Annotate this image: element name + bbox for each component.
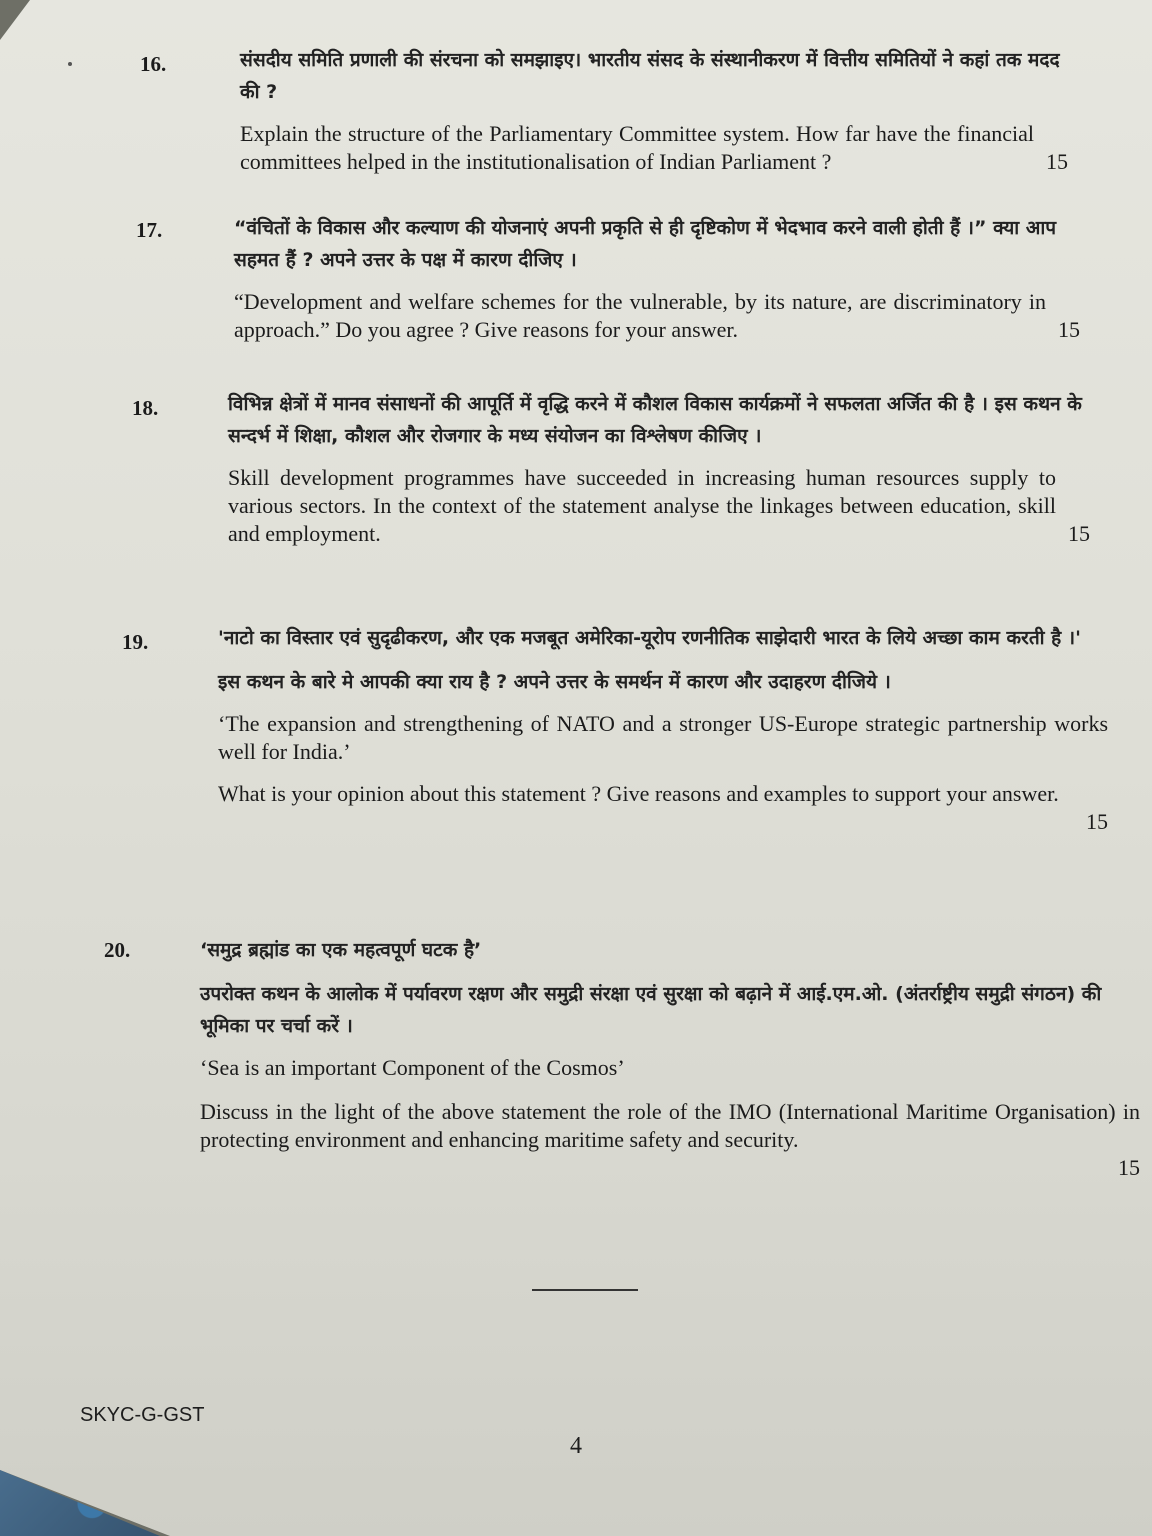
question-number: 16. — [140, 52, 167, 76]
question-english-body: “Development and welfare schemes for the vulnerable, by its nature, are discriminatory in approach.” Do you agree ? Give reasons for your answer. — [234, 289, 1046, 342]
question-english-text — [234, 288, 1080, 344]
question-english-text — [240, 120, 1068, 176]
question-hindi-text: 'नाटो का विस्तार एवं सुदृढीकरण, और एक मजबूत अमेरिका-यूरोप रणनीतिक साझेदारी भारत के लिये अच्छा काम करती है ।' — [218, 627, 1081, 649]
question-20 — [200, 934, 1140, 1182]
end-rule — [532, 1289, 638, 1291]
question-19 — [218, 622, 1108, 836]
question-english-body: What is your opinion about this statement ? Give reasons and examples to support your answer. — [218, 781, 1059, 806]
question-english-text: ‘The expansion and strengthening of NATO and a stronger US-Europe strategic partnership works well for India.’ — [218, 711, 1108, 764]
question-16 — [240, 44, 1068, 176]
question-english-text — [228, 464, 1090, 548]
question-english-subtext — [218, 780, 1108, 834]
paper-code: SKYC-G-GST — [80, 1404, 205, 1426]
question-marks: 15 — [1086, 809, 1108, 834]
question-hindi-text: “वंचितों के विकास और कल्याण की योजनाएं अपनी प्रकृति से ही दृष्टिकोण में भेदभाव करने वाली होती हैं ।” क्या आप सहमत हैं ? अपने उत्तर के पक्ष में कारण दीजिए । — [234, 217, 1057, 271]
paper-mark — [68, 62, 72, 66]
question-hindi-text: संसदीय समिति प्रणाली की संरचना को समझाइए। भारतीय संसद के संस्थानीकरण में वित्तीय समितियों ने कहां तक मदद की ? — [240, 49, 1060, 103]
question-marks: 15 — [1058, 317, 1080, 342]
question-marks: 15 — [1068, 521, 1090, 546]
question-english-body: Explain the structure of the Parliamentary Committee system. How far have the financial committees helped in the institutionalisation of Indian Parliament ? — [240, 121, 1034, 174]
question-number: 19. — [122, 630, 149, 654]
question-hindi-subtext: इस कथन के बारे मे आपकी क्या राय है ? अपने उत्तर के समर्थन में कारण और उदाहरण दीजिये । — [218, 671, 891, 693]
question-english-subtext: Discuss in the light of the above statement the role of the IMO (International Maritime Organisation) in protecting environment and enhancing maritime safety and security. — [200, 1099, 1140, 1152]
page-number: 4 — [570, 1433, 582, 1459]
question-18 — [228, 388, 1090, 548]
question-hindi-text: विभिन्न क्षेत्रों में मानव संसाधनों की आपूर्ति में वृद्धि करने में कौशल विकास कार्यक्रमों ने सफलता अर्जित की है । इस कथन के सन्दर्भ में शिक्षा, कौशल और रोजगार के मध्य संयोजन का विश्लेषण कीजिए । — [228, 393, 1082, 447]
question-number: 18. — [132, 396, 159, 420]
question-english-body: Skill development programmes have succeeded in increasing human resources supply to various sectors. In the context of the statement analyse the linkages between education, skill and employment. — [228, 465, 1056, 546]
question-hindi-subtext: उपरोक्त कथन के आलोक में पर्यावरण रक्षण और समुद्री संरक्षा एवं सुरक्षा को बढ़ाने में आई.एम.ओ. (अंतर्राष्ट्रीय समुद्री संगठन) की भूमिका पर चर्चा करें । — [200, 983, 1102, 1037]
question-marks: 15 — [1046, 149, 1068, 174]
question-marks: 15 — [1118, 1155, 1140, 1180]
question-number: 17. — [136, 218, 163, 242]
question-number: 20. — [104, 938, 131, 962]
question-english-text: ‘Sea is an important Component of the Cosmos’ — [200, 1055, 625, 1080]
question-hindi-text: ‘समुद्र ब्रह्मांड का एक महत्वपूर्ण घटक है’ — [200, 939, 482, 961]
question-17 — [234, 212, 1080, 344]
